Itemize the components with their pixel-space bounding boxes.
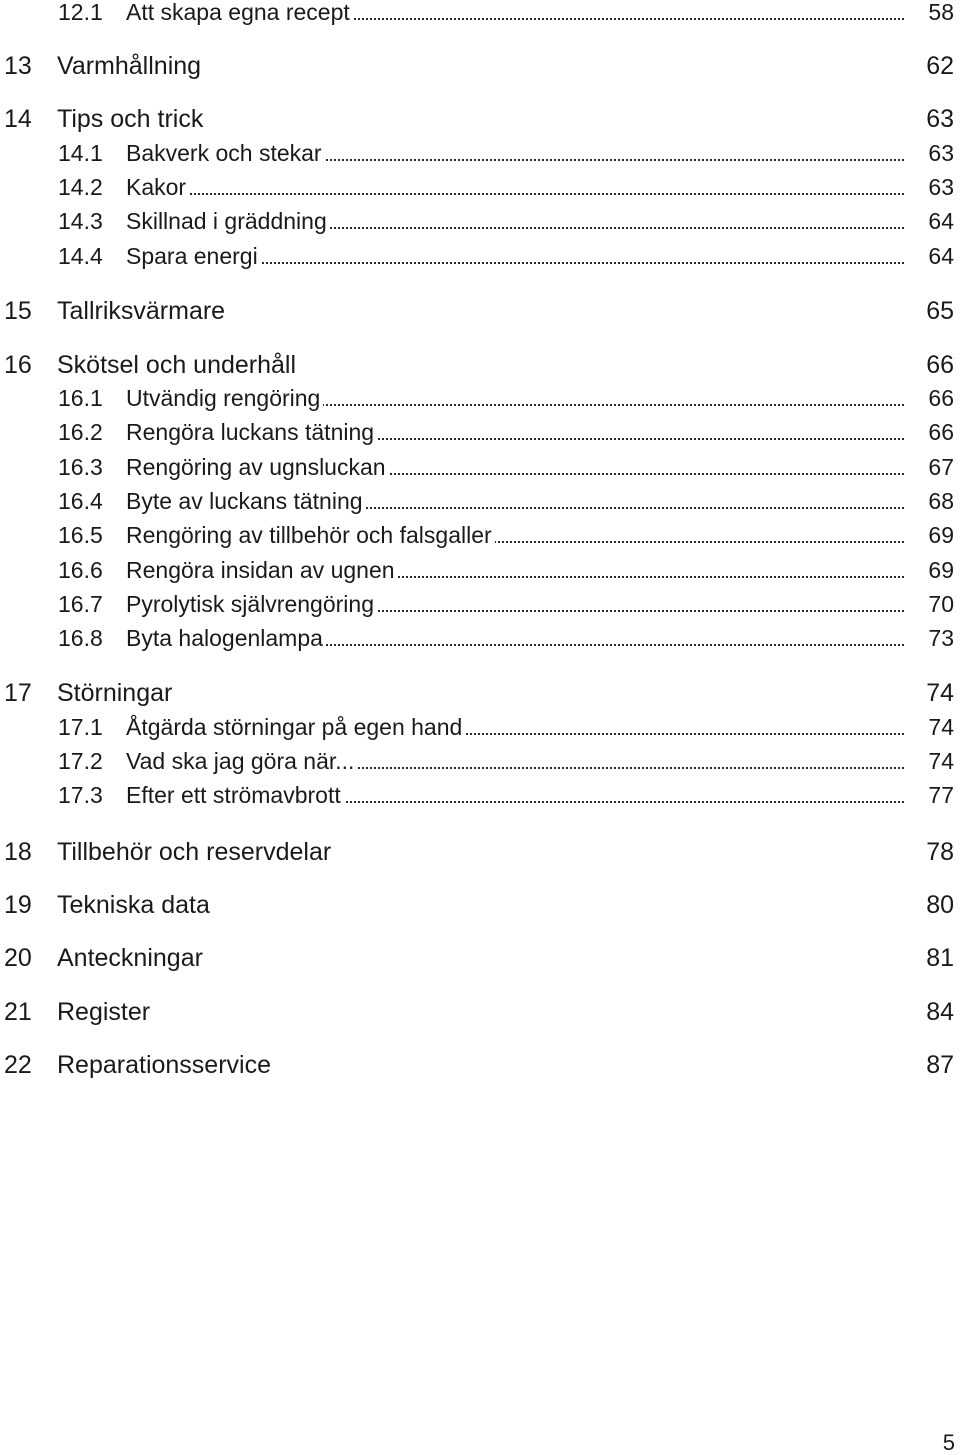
toc-entry-page: 69 bbox=[928, 522, 954, 548]
toc-entry-number: 14 bbox=[4, 105, 32, 133]
toc-chapter-entry[interactable] bbox=[0, 350, 960, 380]
toc-entry-page: 63 bbox=[928, 140, 954, 166]
toc-entry-number: 22 bbox=[4, 1051, 32, 1079]
toc-entry-number: 16.6 bbox=[58, 557, 103, 583]
toc-entry-number: 14.4 bbox=[58, 243, 103, 269]
toc-subsection-entry[interactable] bbox=[0, 383, 960, 413]
toc-subsection-entry[interactable] bbox=[0, 138, 960, 168]
toc-entry-page: 67 bbox=[928, 454, 954, 480]
toc-entry-page: 62 bbox=[926, 52, 954, 80]
toc-entry-page: 74 bbox=[928, 748, 954, 774]
toc-entry-title: Pyrolytisk självrengöring bbox=[126, 589, 377, 619]
toc-entry-title: Efter ett strömavbrott bbox=[126, 780, 344, 810]
toc-entry-title: Spara energi bbox=[126, 241, 261, 271]
toc-entry-title: Rengöring av tillbehör och falsgaller bbox=[126, 520, 495, 550]
toc-entry-number: 16.2 bbox=[58, 419, 103, 445]
toc-subsection-entry[interactable] bbox=[0, 452, 960, 482]
toc-chapter-entry[interactable] bbox=[0, 678, 960, 708]
toc-subsection-entry[interactable] bbox=[0, 241, 960, 271]
toc-chapter-entry[interactable] bbox=[0, 51, 960, 81]
toc-entry-number: 16.1 bbox=[58, 385, 103, 411]
toc-entry-number: 20 bbox=[4, 944, 32, 972]
toc-entry-title: Skillnad i gräddning bbox=[126, 206, 330, 236]
toc-entry-page: 64 bbox=[928, 243, 954, 269]
toc-entry-page: 66 bbox=[928, 385, 954, 411]
toc-entry-title: Varmhållning bbox=[57, 52, 202, 80]
dot-leader bbox=[126, 172, 904, 202]
page-number: 5 bbox=[942, 1430, 955, 1455]
toc-subsection-entry[interactable] bbox=[0, 520, 960, 550]
toc-subsection-entry[interactable] bbox=[0, 206, 960, 236]
toc-chapter-entry[interactable] bbox=[0, 997, 960, 1027]
toc-entry-number: 16.7 bbox=[58, 591, 103, 617]
toc-entry-number: 17.1 bbox=[58, 714, 103, 740]
toc-entry-title: Byta halogenlampa bbox=[126, 623, 326, 653]
toc-subsection-entry[interactable] bbox=[0, 746, 960, 776]
toc-entry-number: 17.2 bbox=[58, 748, 103, 774]
toc-entry-number: 14.3 bbox=[58, 208, 103, 234]
toc-entry-number: 16.8 bbox=[58, 625, 103, 651]
toc-chapter-entry[interactable] bbox=[0, 890, 960, 920]
toc-entry-page: 77 bbox=[928, 782, 954, 808]
toc-entry-page: 70 bbox=[928, 591, 954, 617]
toc-entry-number: 16 bbox=[4, 351, 32, 379]
toc-entry-title: Anteckningar bbox=[57, 944, 203, 972]
toc-entry-title: Bakverk och stekar bbox=[126, 138, 325, 168]
toc-subsection-entry[interactable] bbox=[0, 589, 960, 619]
toc-entry-page: 87 bbox=[926, 1051, 954, 1079]
toc-entry-title: Skötsel och underhåll bbox=[57, 351, 297, 379]
toc-entry-title: Åtgärda störningar på egen hand bbox=[126, 712, 465, 742]
toc-entry-page: 66 bbox=[928, 419, 954, 445]
toc-entry-page: 78 bbox=[926, 838, 954, 866]
toc-entry-number: 15 bbox=[4, 297, 32, 325]
toc-entry-number: 18 bbox=[4, 838, 32, 866]
toc-chapter-entry[interactable] bbox=[0, 943, 960, 973]
toc-entry-title: Register bbox=[57, 998, 151, 1026]
toc-chapter-entry[interactable] bbox=[0, 296, 960, 326]
toc-subsection-entry[interactable] bbox=[0, 486, 960, 516]
toc-entry-title: Tekniska data bbox=[57, 891, 210, 919]
toc-entry-title: Rengöring av ugnsluckan bbox=[126, 452, 389, 482]
toc-entry-page: 84 bbox=[926, 998, 954, 1026]
toc-entry-title: Tallriksvärmare bbox=[57, 297, 226, 325]
toc-entry-number: 12.1 bbox=[58, 0, 103, 25]
toc-entry-number: 14.2 bbox=[58, 174, 103, 200]
toc-entry-title: Reparationsservice bbox=[57, 1051, 271, 1079]
toc-entry-number: 17.3 bbox=[58, 782, 103, 808]
toc-subsection-entry[interactable] bbox=[0, 623, 960, 653]
toc-entry-page: 81 bbox=[926, 944, 954, 972]
toc-subsection-entry[interactable] bbox=[0, 780, 960, 810]
toc-chapter-entry[interactable] bbox=[0, 837, 960, 867]
toc-entry-page: 74 bbox=[928, 714, 954, 740]
toc-subsection-entry[interactable] bbox=[0, 555, 960, 585]
toc-entry-title: Kakor bbox=[126, 172, 189, 202]
toc-subsection-entry[interactable] bbox=[0, 417, 960, 447]
toc-entry-title: Utvändig rengöring bbox=[126, 383, 323, 413]
toc-entry-number: 16.5 bbox=[58, 522, 103, 548]
toc-entry-title: Byte av luckans tätning bbox=[126, 486, 366, 516]
toc-entry-page: 64 bbox=[928, 208, 954, 234]
toc-chapter-entry[interactable] bbox=[0, 104, 960, 134]
toc-entry-number: 16.3 bbox=[58, 454, 103, 480]
toc-entry-number: 13 bbox=[4, 52, 32, 80]
toc-chapter-entry[interactable] bbox=[0, 1050, 960, 1080]
toc-entry-title: Tips och trick bbox=[57, 105, 204, 133]
toc-entry-number: 17 bbox=[4, 679, 32, 707]
toc-subsection-entry[interactable] bbox=[0, 172, 960, 202]
toc-entry-number: 19 bbox=[4, 891, 32, 919]
toc-entry-page: 69 bbox=[928, 557, 954, 583]
toc-entry-title: Störningar bbox=[57, 679, 173, 707]
toc-entry-number: 21 bbox=[4, 998, 32, 1026]
toc-entry-page: 73 bbox=[928, 625, 954, 651]
toc-entry-title: Att skapa egna recept bbox=[126, 0, 353, 27]
toc-entry-page: 80 bbox=[926, 891, 954, 919]
toc-entry-page: 66 bbox=[926, 351, 954, 379]
toc-entry-page: 68 bbox=[928, 488, 954, 514]
toc-entry-page: 74 bbox=[926, 679, 954, 707]
toc-entry-title: Vad ska jag göra när... bbox=[126, 746, 357, 776]
toc-entry-page: 58 bbox=[928, 0, 954, 25]
toc-entry-page: 65 bbox=[926, 297, 954, 325]
toc-entry-title: Tillbehör och reservdelar bbox=[57, 838, 332, 866]
toc-subsection-entry[interactable] bbox=[0, 712, 960, 742]
toc-entry-page: 63 bbox=[926, 105, 954, 133]
toc-entry-title: Rengöra luckans tätning bbox=[126, 417, 377, 447]
toc-subsection-entry[interactable] bbox=[0, 0, 960, 27]
toc-entry-number: 14.1 bbox=[58, 140, 103, 166]
toc-entry-number: 16.4 bbox=[58, 488, 103, 514]
toc-entry-page: 63 bbox=[928, 174, 954, 200]
toc-entry-title: Rengöra insidan av ugnen bbox=[126, 555, 398, 585]
